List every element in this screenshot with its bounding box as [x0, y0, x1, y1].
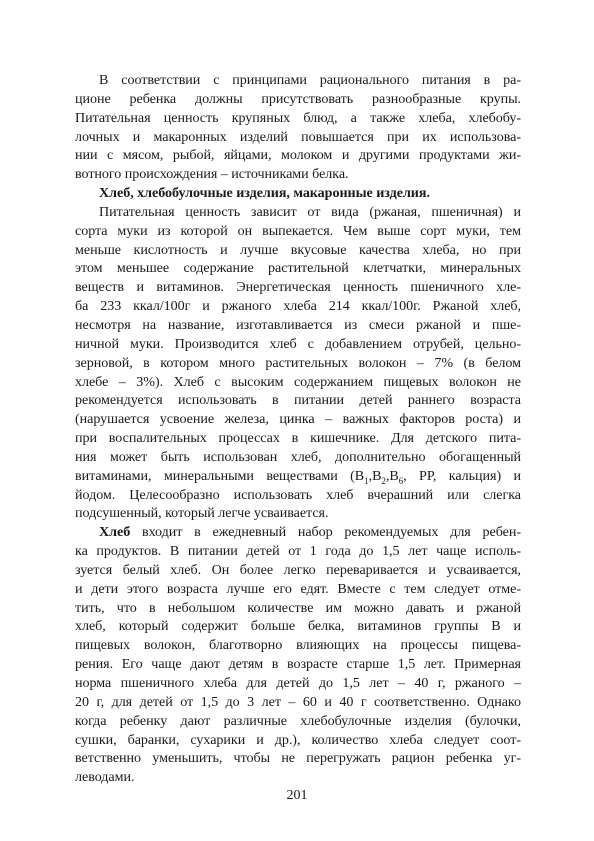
vitamins-text-post: , РР, кальция) и — [403, 467, 522, 484]
text-line: йодом. Целесообразно использовать хлеб вчерашний или слегка — [75, 486, 521, 503]
text-line: рекомендуется использовать в питании детей раннего возраста — [75, 392, 521, 409]
text-line: сорта муки из которой он выпекается. Чем выше сорт муки, тем — [75, 222, 521, 239]
lead-text: входит в ежедневный набор рекомендуемых для ребен- — [130, 524, 521, 541]
vitamins-text-sep: ,В — [368, 467, 382, 484]
text-line: и дети этого возраста лучше его едят. Вместе с тем следует отме- — [75, 580, 521, 597]
paragraph-3 — [75, 523, 521, 787]
text-line: вотного происхождения – источниками белка. — [75, 166, 349, 183]
text-line-vitamins — [75, 467, 521, 486]
text-line: при воспалительных процессах в кишечнике. Для детского пита- — [75, 430, 521, 447]
text-line: когда ребенку дают различные хлебобулочные изделия (булочки, — [75, 712, 521, 729]
text-line: рения. Его чаще дают детям в возрасте старше 1,5 лет. Примерная — [75, 656, 521, 673]
text-line: леводами. — [75, 769, 135, 786]
text-line: В соответствии с принципами рационального питания в ра- — [99, 72, 521, 88]
text-line: зуется белый хлеб. Он более легко переваривается и усваивается, — [75, 561, 521, 578]
text-line: ветственно уменьшить, чтобы не перегружать рацион ребенка уг- — [75, 750, 521, 767]
text-line: этом меньшее содержание растительной клетчатки, минеральных — [75, 260, 521, 277]
text-line: хлебе – 3%). Хлеб с высоким содержанием пищевых волокон не — [75, 373, 521, 390]
text-line: нии с мясом, рыбой, яйцами, молоком и другими продуктами жи- — [75, 147, 521, 164]
text-line: несмотря на название, изготавливается из смеси ржаной и пше- — [75, 316, 521, 333]
text-line: хлеб, который содержит больше белка, витаминов группы В и — [75, 618, 521, 635]
text-line: подсушенный, который легче усваивается. — [75, 505, 329, 522]
text-line: сушки, баранки, сухарики и др.), количество хлеба следует соот- — [75, 731, 521, 748]
text-line: ка продуктов. В питании детей от 1 года до 1,5 лет чаще исполь- — [75, 543, 521, 560]
text-line: меньше кислотность и лучше вкусовые качества хлеба, но при — [75, 241, 521, 258]
text-line: Питательная ценность крупяных блюд, а также хлеба, хлебобу- — [75, 109, 521, 126]
text-line: ба 233 ккал/100г и ржаного хлеба 214 ккал/100г. Ржаной хлеб, — [75, 298, 521, 315]
section-heading: Хлеб, хлебобулочные изделия, макаронные изделия. — [99, 185, 430, 202]
text-line: ничной муки. Производится хлеб с добавлением отрубей, цельно- — [75, 335, 521, 352]
document-page — [75, 71, 521, 787]
text-line: тить, что в небольшом количестве им можно давать и ржаной — [75, 599, 521, 616]
text-line: лочных и макаронных изделий повышается при их использова- — [75, 128, 521, 145]
text-line: веществ и витаминов. Энергетическая ценность пшеничного хле- — [75, 279, 521, 296]
text-line: (нарушается усвоение железа, цинка – важных факторов роста) и — [75, 411, 521, 428]
text-line: пищевых волокон, благотворно влияющих на процессы пищева- — [75, 637, 521, 654]
subscript: 1 — [364, 475, 369, 486]
subscript: 6 — [398, 475, 404, 486]
subscript: 2 — [381, 475, 386, 486]
page-number: 201 — [286, 788, 308, 803]
paragraph-1 — [75, 71, 521, 184]
bold-lead-word: Хлеб — [99, 524, 131, 541]
vitamins-text-pre: витаминами, минеральными веществами (В — [75, 467, 365, 484]
text-line: ния может быть использован хлеб, дополнительно обогащенный — [75, 448, 521, 465]
vitamins-text-sep: ,В — [385, 467, 399, 484]
text-line: Питательная ценность зависит от вида (ржаная, пшеничная) и — [99, 203, 521, 220]
text-line — [75, 523, 521, 542]
text-line: зерновой, в котором много растительных волокон – 7% (в белом — [75, 354, 521, 371]
text-line: ционе ребенка должны присутствовать разнообразные крупы. — [75, 90, 521, 107]
text-line: норма пшеничного хлеба для детей до 1,5 лет – 40 г, ржаного – — [75, 675, 521, 691]
text-line: 20 г, для детей от 1,5 до 3 лет – 60 и 40 г соответственно. Однако — [75, 693, 521, 710]
paragraph-2 — [75, 203, 521, 523]
